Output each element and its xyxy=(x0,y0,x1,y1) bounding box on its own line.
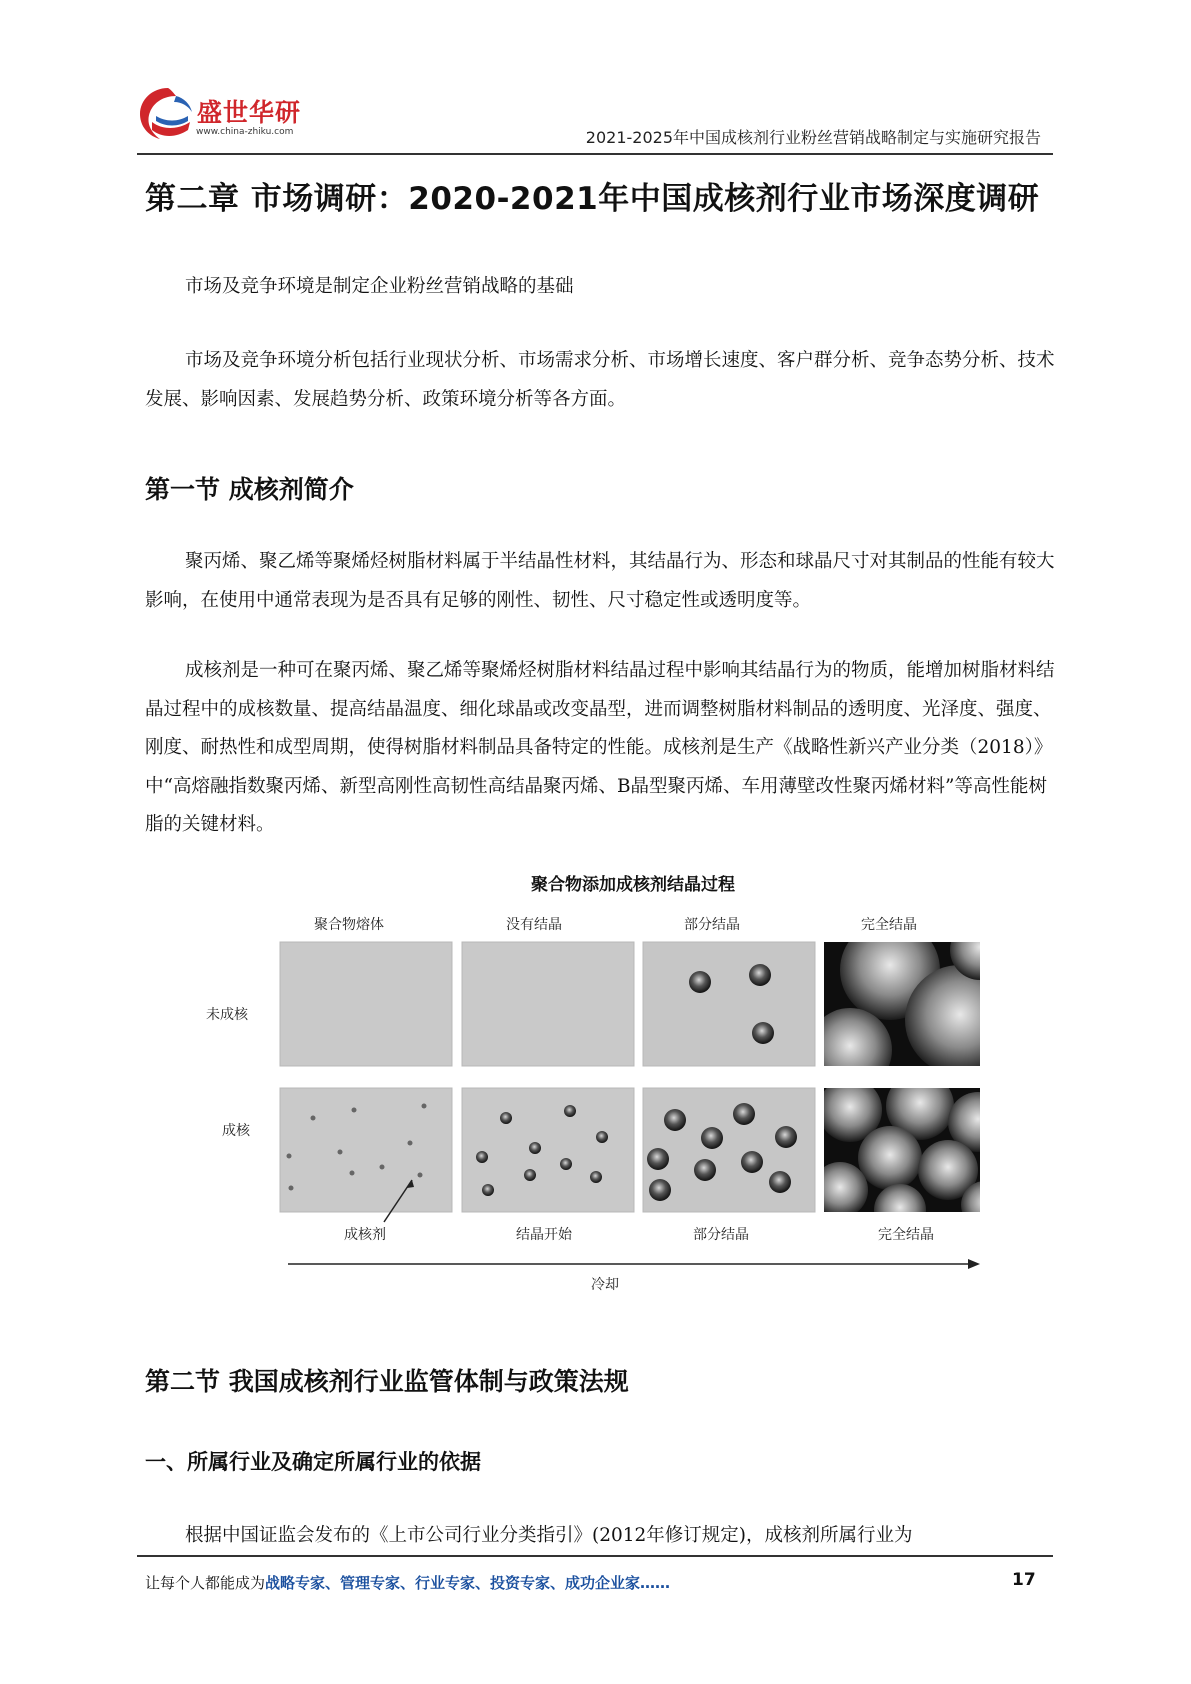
intro-paragraph-2: 市场及竞争环境分析包括行业现状分析、市场需求分析、市场增长速度、客户群分析、竞争态势分析、技术发展、影响因素、发展趋势分析、政策环境分析等各方面。 xyxy=(145,350,1055,410)
logo-url: www.china-zhiku.com xyxy=(196,127,294,137)
section-2-title: 第二节 我国成核剂行业监管体制与政策法规 xyxy=(145,1367,629,1396)
subsection-1-title: 一、所属行业及确定所属行业的依据 xyxy=(145,1450,481,1474)
logo-name: 盛世华研 xyxy=(197,98,302,127)
figure-caption: 成核剂 xyxy=(344,1227,386,1243)
figure-column-header: 完全结晶 xyxy=(861,917,917,933)
crystallization-figure xyxy=(200,870,980,1300)
slogan-highlight: 战略专家、管理专家、行业专家、投资专家、成功企业家…… xyxy=(265,1574,671,1592)
intro-paragraph-1: 市场及竞争环境是制定企业粉丝营销战略的基础 xyxy=(185,276,574,297)
section-1-paragraph-1: 聚丙烯、聚乙烯等聚烯烃树脂材料属于半结晶性材料，其结晶行为、形态和球晶尺寸对其制品的性能有较大影响，在使用中通常表现为是否具有足够的刚性、韧性、尺寸稳定性或透明度等。 xyxy=(145,551,1055,611)
logo-emblem-icon xyxy=(138,82,200,146)
figure-caption: 结晶开始 xyxy=(516,1227,572,1243)
figure-column-header: 部分结晶 xyxy=(684,917,740,933)
figure-column-header: 没有结晶 xyxy=(506,917,562,933)
figure-row-label: 成核 xyxy=(222,1123,250,1139)
footer-slogan xyxy=(145,1572,670,1593)
footer-divider xyxy=(137,1555,1053,1557)
section-1-title: 第一节 成核剂简介 xyxy=(145,475,354,504)
page-number: 17 xyxy=(1012,1570,1036,1590)
report-title: 2021-2025年中国成核剂行业粉丝营销战略制定与实施研究报告 xyxy=(585,128,1041,147)
section-1-paragraph-2: 成核剂是一种可在聚丙烯、聚乙烯等聚烯烃树脂材料结晶过程中影响其结晶行为的物质，能增加树脂材料结晶过程中的成核数量、提高结晶温度、细化球晶或改变晶型，进而调整树脂材料制品的透明度、光泽度、强度、刚度、耐热性和成型周期，使得树脂材料制品具备特定的性能。成核剂是生产《战略性新兴产业分类（2018）》中“高熔融指数聚丙烯、新型高刚性高韧性高结晶聚丙烯、B晶型聚丙烯、车用薄壁改性聚丙烯材料”等高性能树脂的关键材料。 xyxy=(145,660,1055,835)
section-2-paragraph-1: 根据中国证监会发布的《上市公司行业分类指引》(2012年修订规定)，成核剂所属行业为 xyxy=(185,1525,913,1546)
figure-caption: 完全结晶 xyxy=(878,1227,934,1243)
figure-column-header: 聚合物熔体 xyxy=(314,917,384,933)
figure-title: 聚合物添加成核剂结晶过程 xyxy=(531,875,735,895)
figure-row-label: 未成核 xyxy=(206,1007,248,1023)
header-divider xyxy=(137,153,1053,155)
figure-caption: 部分结晶 xyxy=(693,1227,749,1243)
figure-axis-label: 冷却 xyxy=(591,1277,619,1293)
chapter-title: 第二章 市场调研：2020-2021年中国成核剂行业市场深度调研 xyxy=(145,181,1040,217)
slogan-prefix: 让每个人都能成为 xyxy=(145,1574,266,1592)
